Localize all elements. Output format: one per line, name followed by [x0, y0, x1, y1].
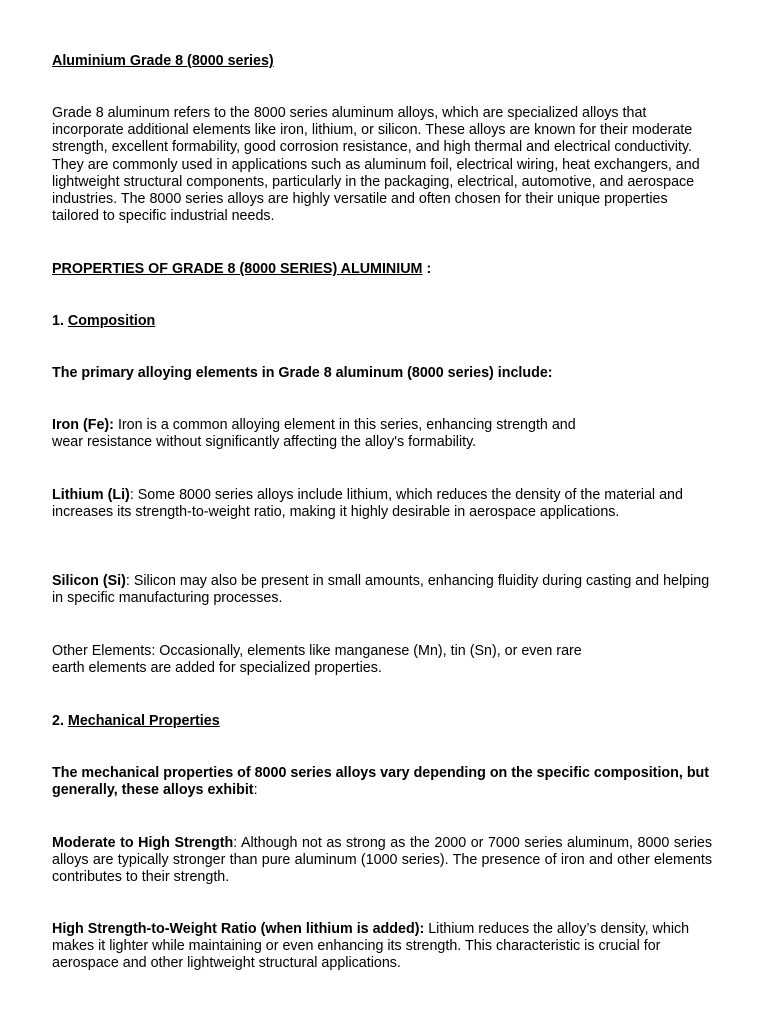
iron-label: Iron (Fe):	[52, 417, 114, 433]
lithium-paragraph	[52, 487, 712, 521]
mechanical-lead	[52, 765, 712, 799]
iron-paragraph	[52, 417, 712, 451]
section-1-number: 1.	[52, 313, 64, 329]
strength-weight-text: Lithium reduces the alloy’s density, which makes it lighter while maintaining or even enhancing its strength. This characteristic is crucial for aerospace and other lightweight structural applications.	[52, 921, 690, 972]
strength-text: : Although not as strong as the 2000 or 7000 series aluminum, 8000 series alloys are typically stronger than pure aluminum (1000 series). The presence of iron and other elements contributes to their strength.	[52, 835, 713, 886]
composition-lead: The primary alloying elements in Grade 8 aluminum (8000 series) include:	[52, 365, 553, 381]
silicon-paragraph	[52, 573, 712, 607]
other-elements-line-1: Other Elements: Occasionally, elements like manganese (Mn), tin (Sn), or even rare	[52, 643, 582, 659]
mechanical-lead-suffix: :	[253, 782, 258, 799]
strength-label: Moderate to High Strength	[52, 835, 234, 851]
mechanical-lead-text: The mechanical properties of 8000 series alloys vary depending on the specific composition, but generally, these alloys exhibit	[52, 765, 710, 799]
strength-weight-label: High Strength-to-Weight Ratio (when lithium is added):	[52, 921, 425, 937]
silicon-label: Silicon (Si)	[52, 573, 126, 589]
section-2-title: Mechanical Properties	[67, 713, 220, 729]
strength-paragraph	[52, 835, 712, 887]
other-elements-paragraph	[52, 643, 712, 677]
section-2-number: 2.	[52, 713, 64, 729]
section-2-heading	[52, 713, 712, 730]
silicon-text: : Silicon may also be present in small amounts, enhancing fluidity during casting and helping in specific manufacturing processes.	[52, 573, 710, 607]
intro-paragraph: Grade 8 aluminum refers to the 8000 series aluminum alloys, which are specialized alloys that incorporate additional elements like iron, lithium, or silicon. These alloys are known for their moderate strength, excellent formability, good corrosion resistance, and high thermal and electrical conductivity. They are commonly used in applications such as aluminum foil, electrical wiring, heat exchangers, and lightweight structural components, particularly in the packaging, electrical, automotive, and aerospace industries. The 8000 series alloys are highly versatile and often chosen for their unique properties tailored to specific industrial needs.	[52, 105, 700, 225]
section-1-heading	[52, 313, 712, 330]
iron-text-line-2: wear resistance without significantly affecting the alloy's formability.	[52, 434, 477, 451]
lithium-text: : Some 8000 series alloys include lithium, which reduces the density of the material and increases its strength-to-weight ratio, making it highly desirable in aerospace applications.	[52, 487, 683, 521]
properties-heading-text: PROPERTIES OF GRADE 8 (8000 SERIES) ALUMINIUM	[52, 261, 423, 277]
document-title: Aluminium Grade 8 (8000 series)	[52, 53, 274, 69]
other-elements-line-2: earth elements are added for specialized properties.	[52, 660, 382, 677]
iron-text-line-1: Iron is a common alloying element in this series, enhancing strength and	[117, 417, 576, 433]
lithium-label: Lithium (Li)	[52, 487, 130, 503]
properties-heading	[52, 261, 712, 278]
strength-weight-paragraph	[52, 921, 712, 973]
properties-heading-suffix: :	[422, 261, 432, 277]
section-1-title: Composition	[67, 313, 156, 329]
